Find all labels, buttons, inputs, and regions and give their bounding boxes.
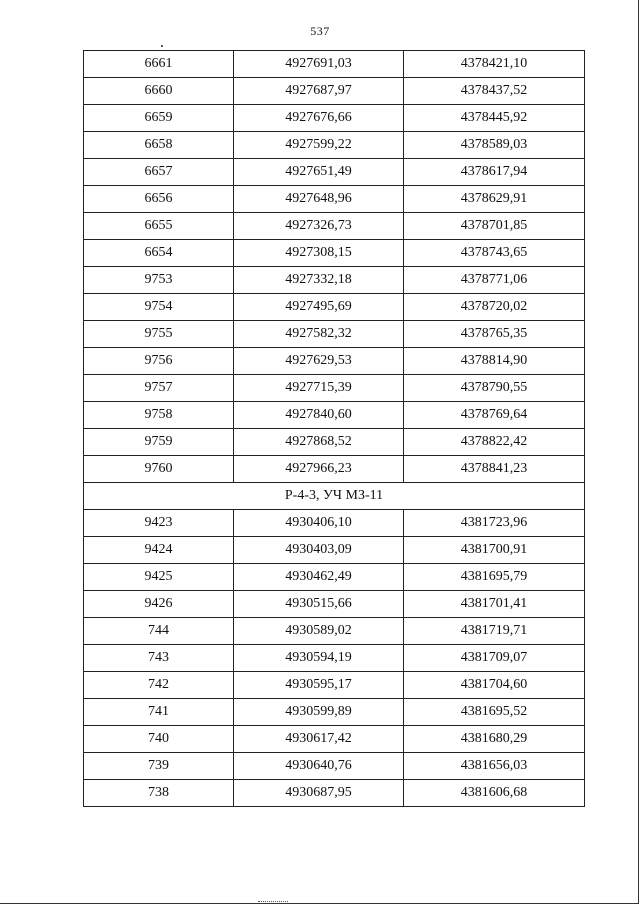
y-coordinate-cell: 4378421,10: [404, 51, 585, 78]
table-row: [84, 402, 585, 429]
x-coordinate-cell: 4930599,89: [234, 699, 404, 726]
table-row: [84, 699, 585, 726]
y-coordinate-cell: 4378437,52: [404, 78, 585, 105]
x-coordinate-cell: 4927648,96: [234, 186, 404, 213]
x-coordinate-cell: 4930617,42: [234, 726, 404, 753]
x-coordinate-cell: 4927629,53: [234, 348, 404, 375]
table-row: [84, 294, 585, 321]
y-coordinate-cell: 4381695,52: [404, 699, 585, 726]
y-coordinate-cell: 4381719,71: [404, 618, 585, 645]
x-coordinate-cell: 4927651,49: [234, 159, 404, 186]
point-number-cell: 6654: [84, 240, 234, 267]
x-coordinate-cell: 4927582,32: [234, 321, 404, 348]
table-row: [84, 348, 585, 375]
x-coordinate-cell: 4927687,97: [234, 78, 404, 105]
x-coordinate-cell: 4927868,52: [234, 429, 404, 456]
point-number-cell: 740: [84, 726, 234, 753]
x-coordinate-cell: 4930403,09: [234, 537, 404, 564]
table-row: [84, 753, 585, 780]
section-header: Р-4-3, УЧ МЗ-11: [84, 483, 585, 510]
table-row: [84, 213, 585, 240]
table-row: [84, 537, 585, 564]
point-number-cell: 9426: [84, 591, 234, 618]
y-coordinate-cell: 4381695,79: [404, 564, 585, 591]
y-coordinate-cell: 4378743,65: [404, 240, 585, 267]
x-coordinate-cell: 4930589,02: [234, 618, 404, 645]
stray-dot-mark: [161, 45, 163, 47]
point-number-cell: 6660: [84, 78, 234, 105]
table-row: [84, 159, 585, 186]
point-number-cell: 741: [84, 699, 234, 726]
y-coordinate-cell: 4378701,85: [404, 213, 585, 240]
y-coordinate-cell: 4378790,55: [404, 375, 585, 402]
table-row: [84, 429, 585, 456]
point-number-cell: 6659: [84, 105, 234, 132]
table-row: [84, 186, 585, 213]
x-coordinate-cell: 4927326,73: [234, 213, 404, 240]
point-number-cell: 9425: [84, 564, 234, 591]
y-coordinate-cell: 4381680,29: [404, 726, 585, 753]
x-coordinate-cell: 4930687,95: [234, 780, 404, 807]
table-row: [84, 726, 585, 753]
table-row: [84, 321, 585, 348]
y-coordinate-cell: 4378771,06: [404, 267, 585, 294]
y-coordinate-cell: 4381709,07: [404, 645, 585, 672]
point-number-cell: 742: [84, 672, 234, 699]
x-coordinate-cell: 4927966,23: [234, 456, 404, 483]
y-coordinate-cell: 4381701,41: [404, 591, 585, 618]
section-header-row-group: [84, 483, 585, 510]
y-coordinate-cell: 4378617,94: [404, 159, 585, 186]
y-coordinate-cell: 4378720,02: [404, 294, 585, 321]
y-coordinate-cell: 4378841,23: [404, 456, 585, 483]
table-row: [84, 564, 585, 591]
y-coordinate-cell: 4381700,91: [404, 537, 585, 564]
point-number-cell: 738: [84, 780, 234, 807]
x-coordinate-cell: 4930406,10: [234, 510, 404, 537]
point-number-cell: 9758: [84, 402, 234, 429]
x-coordinate-cell: 4930594,19: [234, 645, 404, 672]
x-coordinate-cell: 4927676,66: [234, 105, 404, 132]
table-body-bottom: [84, 510, 585, 807]
x-coordinate-cell: 4927308,15: [234, 240, 404, 267]
point-number-cell: 6657: [84, 159, 234, 186]
y-coordinate-cell: 4378769,64: [404, 402, 585, 429]
y-coordinate-cell: 4378445,92: [404, 105, 585, 132]
point-number-cell: 6655: [84, 213, 234, 240]
x-coordinate-cell: 4927715,39: [234, 375, 404, 402]
y-coordinate-cell: 4381656,03: [404, 753, 585, 780]
point-number-cell: 9756: [84, 348, 234, 375]
x-coordinate-cell: 4930515,66: [234, 591, 404, 618]
x-coordinate-cell: 4930462,49: [234, 564, 404, 591]
table-row: [84, 618, 585, 645]
y-coordinate-cell: 4378765,35: [404, 321, 585, 348]
x-coordinate-cell: 4930595,17: [234, 672, 404, 699]
table-row: [84, 240, 585, 267]
y-coordinate-cell: 4381723,96: [404, 510, 585, 537]
table-row: [84, 51, 585, 78]
point-number-cell: 6656: [84, 186, 234, 213]
table-row: [84, 267, 585, 294]
x-coordinate-cell: 4927691,03: [234, 51, 404, 78]
point-number-cell: 739: [84, 753, 234, 780]
point-number-cell: 6658: [84, 132, 234, 159]
page-number: 537: [310, 24, 330, 38]
point-number-cell: 9754: [84, 294, 234, 321]
table-body-top: [84, 51, 585, 483]
bottom-scan-marks: [258, 901, 288, 904]
point-number-cell: 6661: [84, 51, 234, 78]
x-coordinate-cell: 4927332,18: [234, 267, 404, 294]
table-row: [84, 456, 585, 483]
x-coordinate-cell: 4927599,22: [234, 132, 404, 159]
y-coordinate-cell: 4378629,91: [404, 186, 585, 213]
table-row: [84, 132, 585, 159]
point-number-cell: 9753: [84, 267, 234, 294]
y-coordinate-cell: 4381704,60: [404, 672, 585, 699]
coordinates-table: [83, 50, 585, 807]
x-coordinate-cell: 4927840,60: [234, 402, 404, 429]
table-row: [84, 105, 585, 132]
point-number-cell: 9423: [84, 510, 234, 537]
table-row: [84, 645, 585, 672]
point-number-cell: 9759: [84, 429, 234, 456]
point-number-cell: 9760: [84, 456, 234, 483]
point-number-cell: 743: [84, 645, 234, 672]
y-coordinate-cell: 4378822,42: [404, 429, 585, 456]
y-coordinate-cell: 4378589,03: [404, 132, 585, 159]
y-coordinate-cell: 4378814,90: [404, 348, 585, 375]
table-row: [84, 78, 585, 105]
y-coordinate-cell: 4381606,68: [404, 780, 585, 807]
section-header-row: [84, 483, 585, 510]
x-coordinate-cell: 4930640,76: [234, 753, 404, 780]
point-number-cell: 9755: [84, 321, 234, 348]
table-row: [84, 672, 585, 699]
x-coordinate-cell: 4927495,69: [234, 294, 404, 321]
table-row: [84, 375, 585, 402]
point-number-cell: 744: [84, 618, 234, 645]
point-number-cell: 9757: [84, 375, 234, 402]
point-number-cell: 9424: [84, 537, 234, 564]
table-row: [84, 510, 585, 537]
table-row: [84, 591, 585, 618]
table-row: [84, 780, 585, 807]
